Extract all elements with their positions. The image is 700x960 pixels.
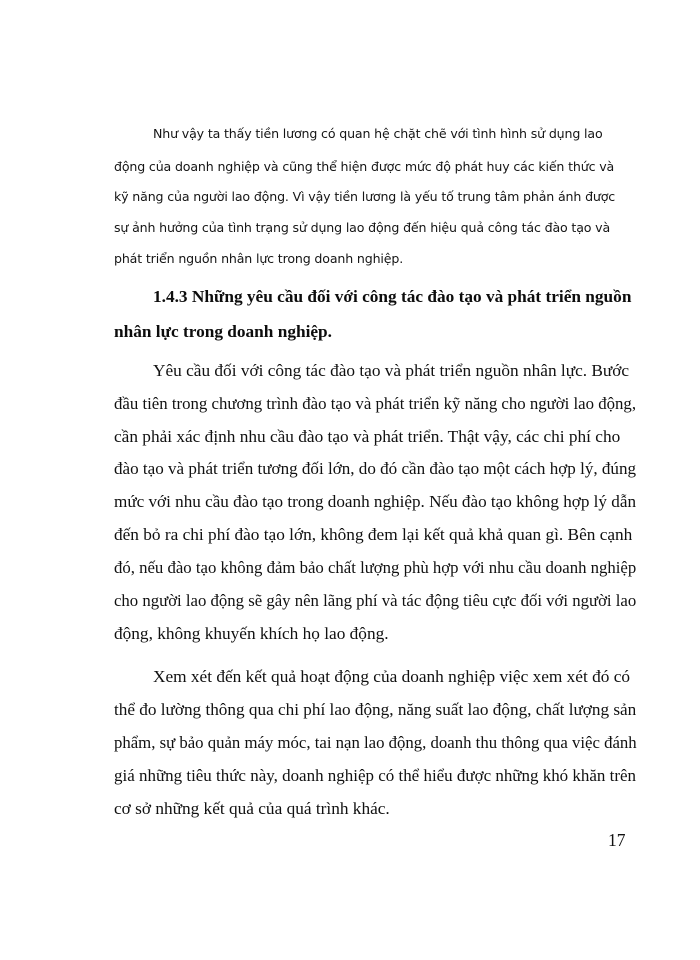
text-line: động, không khuyến khích họ lao động. (114, 624, 389, 643)
text-line: kỹ năng của người lao động. Vì vậy tiền lương là yếu tố trung tâm phản ánh được (114, 189, 616, 204)
text-line: cần phải xác định nhu cầu đào tạo và phát triển. Thật vậy, các chi phí cho (114, 427, 621, 446)
text-line: Như vậy ta thấy tiền lương có quan hệ chặt chẽ với tình hình sử dụng lao (153, 126, 603, 141)
text-line: cơ sở những kết quả của quá trình khác. (114, 799, 390, 818)
text-line: đào tạo và phát triển tương đối lớn, do đó cần đào tạo một cách hợp lý, đúng (114, 459, 637, 478)
text-line: đó, nếu đào tạo không đảm bảo chất lượng phù hợp với nhu cầu doanh nghiệp (114, 558, 637, 577)
heading-line: nhân lực trong doanh nghiệp. (114, 322, 332, 341)
text-line: đầu tiên trong chương trình đào tạo và phát triển kỹ năng cho người lao động, (114, 394, 637, 413)
text-line: sự ảnh hưởng của tình trạng sử dụng lao động đến hiệu quả công tác đào tạo và (114, 220, 611, 235)
text-line: đến bỏ ra chi phí đào tạo lớn, không đem lại kết quả khả quan gì. Bên cạnh (114, 525, 633, 544)
text-line: mức với nhu cầu đào tạo trong doanh nghiệp. Nếu đào tạo không hợp lý dẫn (114, 492, 637, 511)
heading-line: 1.4.3 Những yêu cầu đối với công tác đào tạo và phát triển nguồn (153, 287, 632, 306)
page-number: 17 (608, 830, 626, 850)
text-line: Yêu cầu đối với công tác đào tạo và phát triển nguồn nhân lực. Bước (153, 361, 630, 380)
text-line: động của doanh nghiệp và cũng thể hiện được mức độ phát huy các kiến thức và (114, 159, 615, 174)
text-line: Xem xét đến kết quả hoạt động của doanh nghiệp việc xem xét đó có (153, 667, 631, 686)
text-line: phẩm, sự bảo quản máy móc, tai nạn lao động, doanh thu thông qua việc đánh (114, 733, 637, 752)
text-line: cho người lao động sẽ gây nên lãng phí và tác động tiêu cực đối với người lao (114, 591, 637, 610)
text-line: phát triển nguồn nhân lực trong doanh nghiệp. (114, 251, 404, 266)
text-line: giá những tiêu thức này, doanh nghiệp có thể hiểu được những khó khăn trên (114, 766, 637, 785)
text-line: thể đo lường thông qua chi phí lao động, năng suất lao động, chất lượng sản (114, 700, 637, 719)
